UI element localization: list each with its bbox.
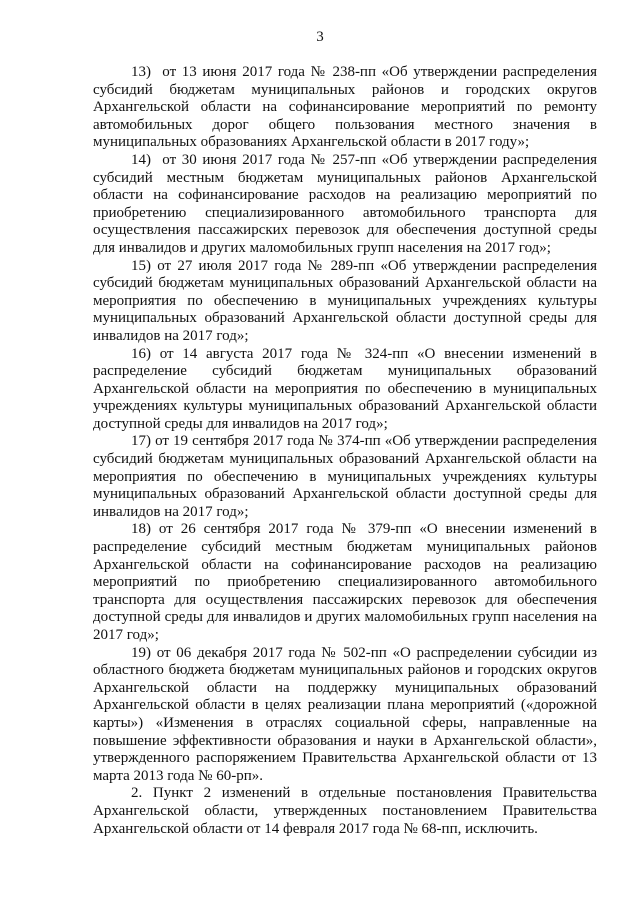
paragraph-item-16: 16) от 14 августа 2017 года № 324-пп «О внесении изменений в распределение субсидий бюджетам муниципальных образований Архангельской области на мероприятия по обеспечению в муниципальных учреждениях культуры муниципальных образований Архангельской области доступной среды для инвалидов на 2017 год»; bbox=[93, 345, 597, 432]
paragraph-item-15: 15) от 27 июля 2017 года № 289-пп «Об утверждении распределения субсидий бюджетам муниципальных образований Архангельской области на мероприятия по обеспечению в муниципальных учреждениях культуры муниципальных образований Архангельской области доступной среды для инвалидов на 2017 год»; bbox=[93, 257, 597, 344]
paragraph-item-14: 14) от 30 июня 2017 года № 257-пп «Об утверждении распределения субсидий местным бюджетам муниципальных районов Архангельской области на софинансирование расходов на реализацию мероприятий по приобретению специализированного автомобильного транспорта для осуществления пассажирских перевозок для обеспечения доступной среды для инвалидов и других маломобильных групп населения на 2017 год»; bbox=[93, 151, 597, 256]
paragraph-item-17: 17) от 19 сентября 2017 года № 374-пп «Об утверждении распределения субсидий бюджетам муниципальных образований Архангельской области на мероприятия по обеспечению в муниципальных учреждениях культуры муниципальных образований Архангельской области доступной среды для инвалидов на 2017 год»; bbox=[93, 433, 597, 520]
page-number: 3 bbox=[316, 29, 324, 45]
paragraph-item-18: 18) от 26 сентября 2017 года № 379-пп «О внесении изменений в распределение субсидий местным бюджетам муниципальных районов Архангельской области на софинансирование расходов на реализацию мероприятий по приобретению специализированного автомобильного транспорта для осуществления пассажирских перевозок для обеспечения доступной среды для инвалидов и других маломобильных групп населения на 2017 год»; bbox=[93, 521, 597, 643]
paragraph-item-19: 19) от 06 декабря 2017 года № 502-пп «О распределении субсидии из областного бюджета бюджетам муниципальных районов и городских округов Архангельской области на поддержку муниципальных образований Архангельской области в целях реализации плана мероприятий («дорожной карты») «Изменения в отраслях социальной сферы, направленные на повышение эффективности образования и науки в Архангельской области», утвержденного распоряжением Правительства Архангельской области от 13 марта 2013 года № 60-рп». bbox=[93, 644, 597, 784]
paragraph-item-13: 13) от 13 июня 2017 года № 238-пп «Об утверждении распределения субсидий бюджетам муниципальных районов и городских округов Архангельской области на софинансирование мероприятий по ремонту автомобильных дорог общего пользования местного значения в муниципальных образованиях Архангельской области в 2017 году»; bbox=[93, 64, 597, 151]
paragraph-clause-2: 2. Пункт 2 изменений в отдельные постановления Правительства Архангельской области, утвержденных постановлением Правительства Архангельской области от 14 февраля 2017 года № 68-пп, исключить. bbox=[93, 785, 597, 837]
document-body bbox=[93, 64, 597, 838]
